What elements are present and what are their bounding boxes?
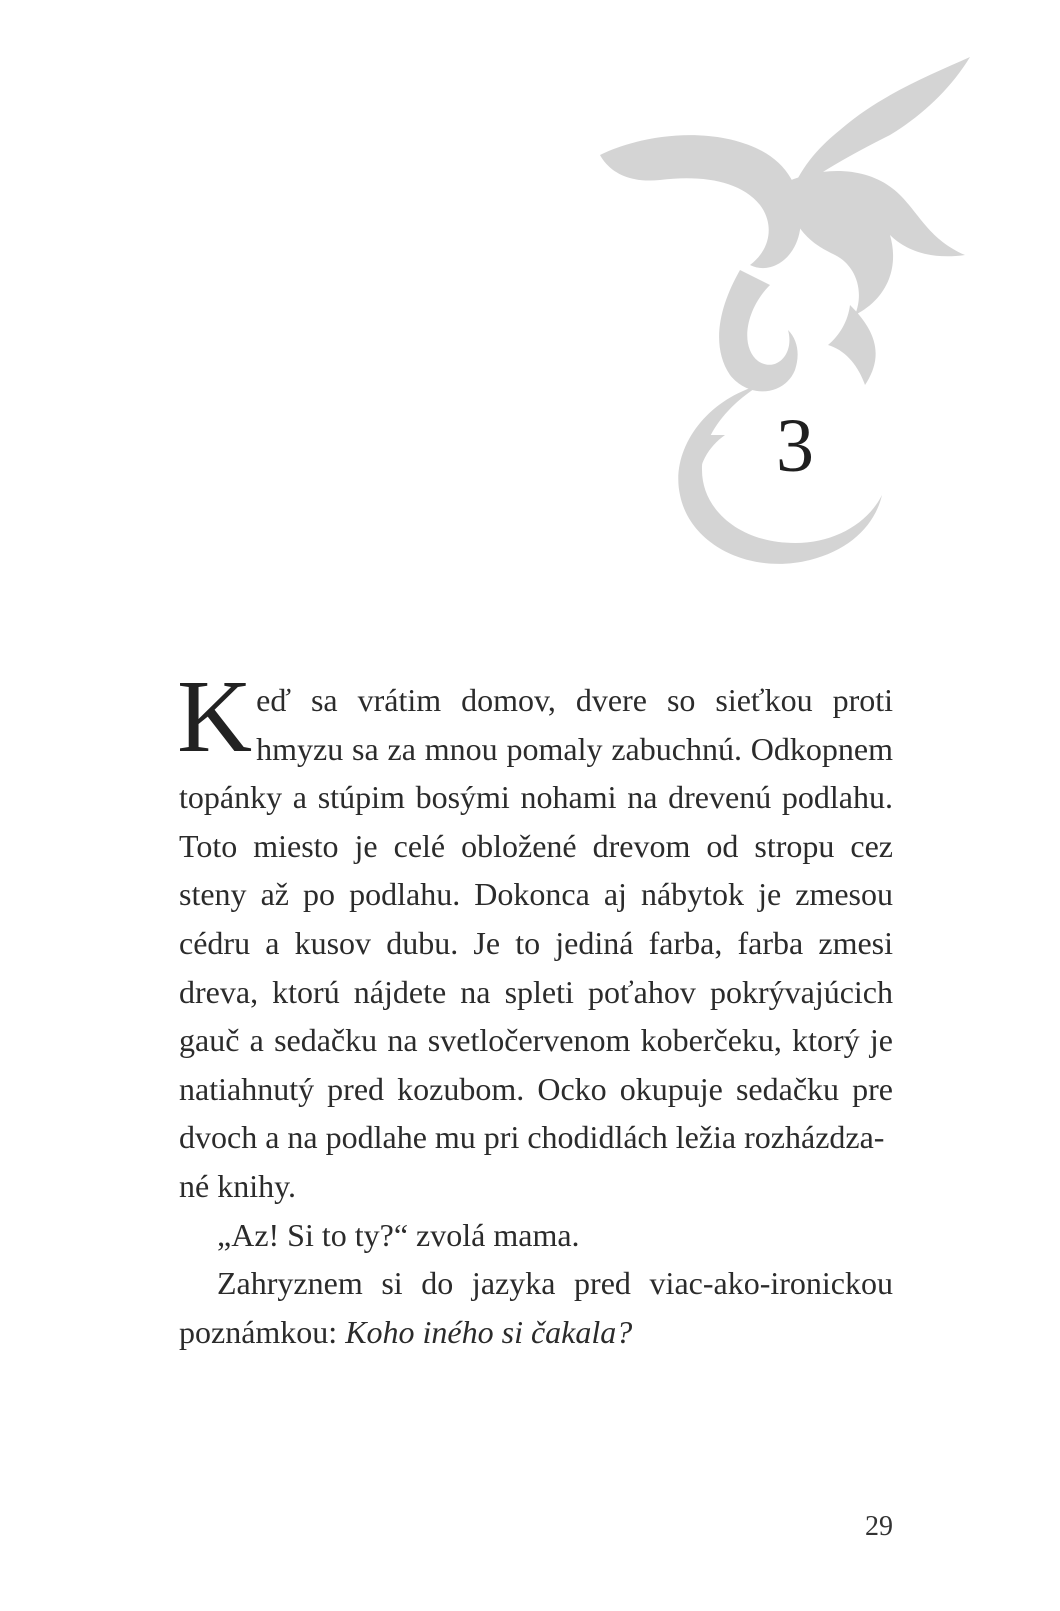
paragraph-2: „Az! Si to ty?“ zvolá mama. [217,1216,580,1253]
paragraph-3 [179,1259,893,1356]
drop-cap: K [177,659,253,774]
paragraph-1 [177,659,893,1211]
dragon-ornament-icon [600,55,1020,575]
paragraph-1-text: eď sa vrátim domov, dvere so sieťkou proti hmyzu sa za mnou pomaly zabuchnú. Odkopnem topánky a stúpim bosými nohami na drevenú podlahu. Toto miesto je celé obložené drevom od stropu cez steny až po podlahu. Dokonca aj nábytok je zmesou cédru a kusov dubu. Je to jediná farba, farba zmesi dreva, ktorú nájdete na spleti poťahov pokrývajúcich gauč a sedačku na svetločervenom koberčeku, ktorý je natiahnutý pred kozubom. Ocko okupuje sedačku pre dvoch a na podlahe mu pri chodidlách ležia rozházdza- [179,682,893,1156]
paragraph-3-text: Zahryznem si do jazyka pred viac-ako-ironickou poznámkou: [179,1265,893,1350]
chapter-body [177,659,893,1356]
paragraph-1-last-line: né knihy. [179,1167,297,1204]
page-number: 29 [865,1511,893,1542]
chapter-number: 3 [776,404,814,488]
paragraph-3-italic: Koho iného si čakala? [345,1313,633,1350]
